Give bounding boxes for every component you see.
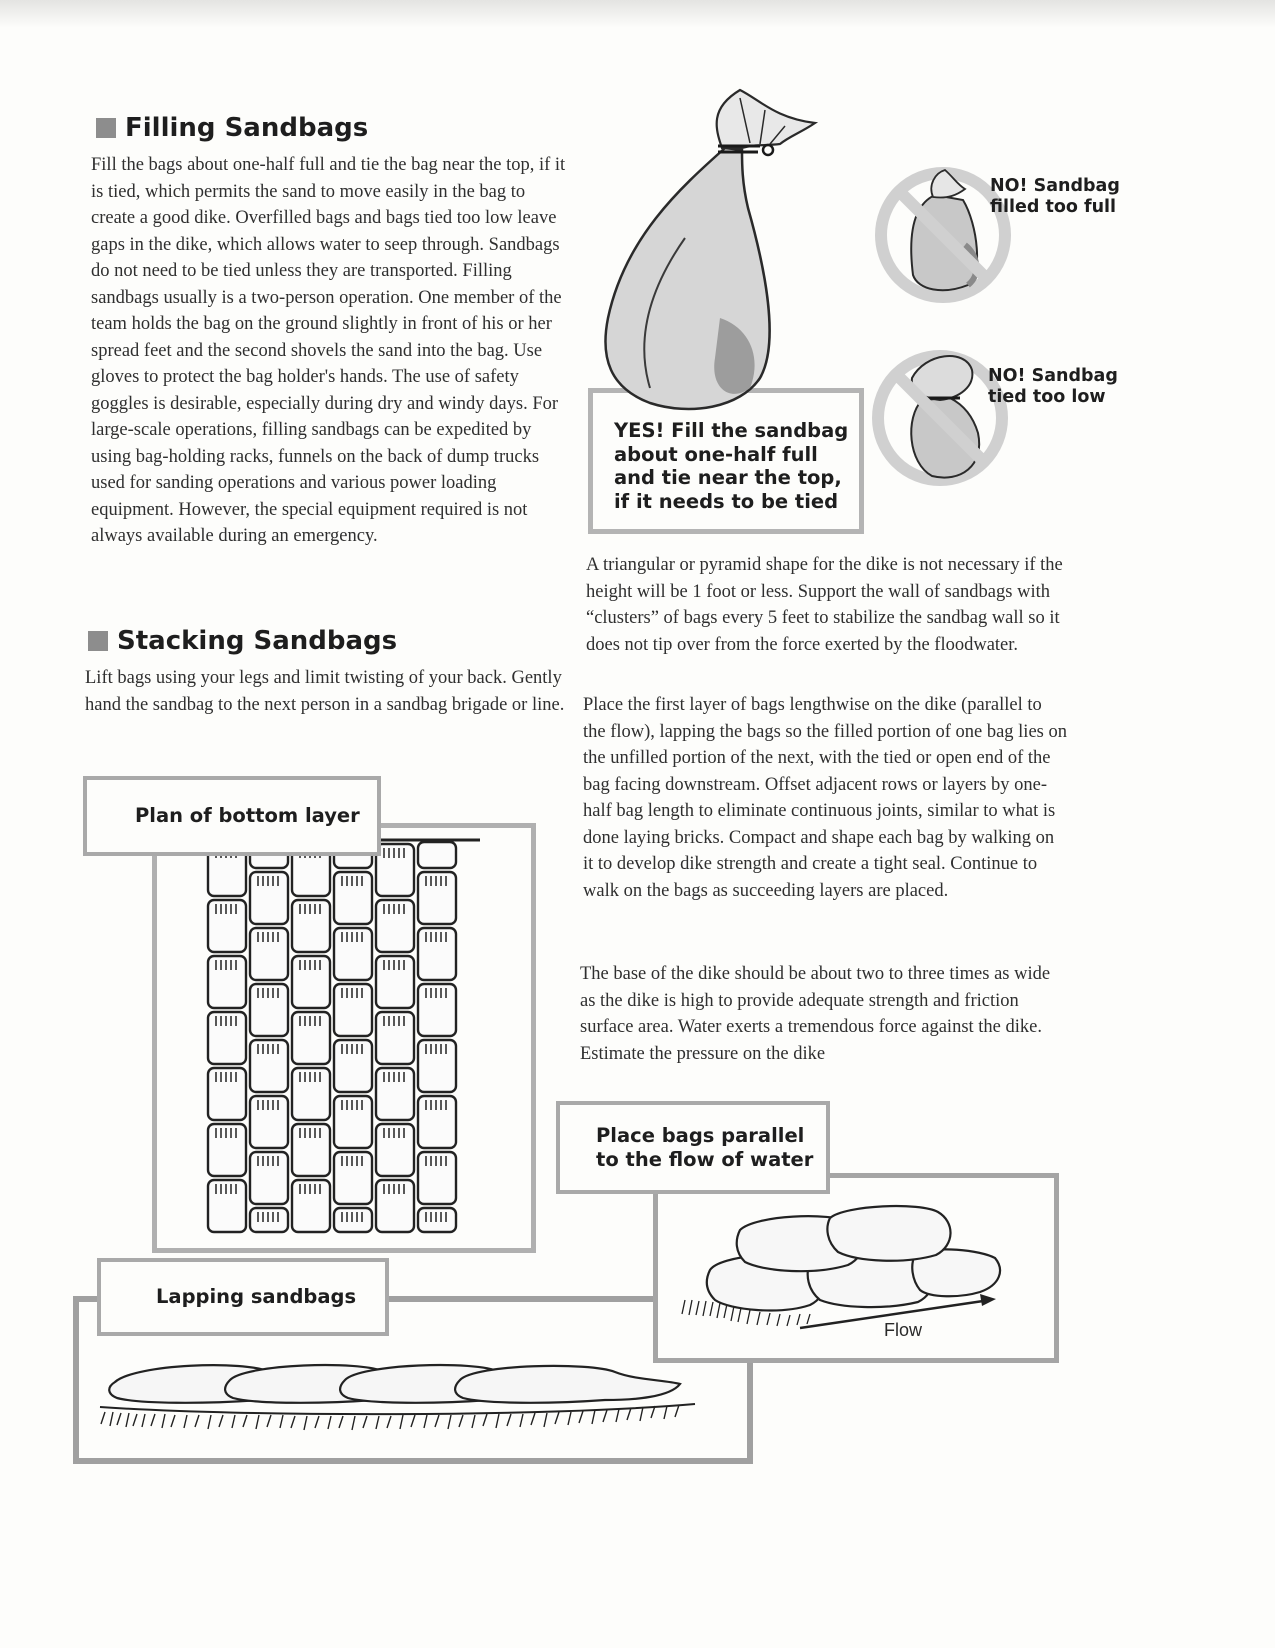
plan-sandbag: [334, 1096, 372, 1148]
plan-sandbag: [250, 984, 288, 1036]
plan-sandbag: [250, 1040, 288, 1092]
plan-sandbag: [334, 1152, 372, 1204]
plan-sandbag: [208, 1012, 246, 1064]
plan-sandbag: [250, 928, 288, 980]
plan-sandbag: [334, 872, 372, 924]
plan-sandbag: [334, 984, 372, 1036]
dike-shape-paragraph: A triangular or pyramid shape for the dike is not necessary if the height will be 1 foot or less. Support the wall of sandbags with “clusters” of bags every 5 feet to stabilize the sandbag wall so it does not tip over from the force exerted by the floodwater.: [586, 555, 1063, 655]
plan-sandbag: [208, 956, 246, 1008]
plan-sandbag: [292, 1124, 330, 1176]
heading-square-icon: [88, 631, 108, 651]
dike-base-paragraph: The base of the dike should be about two to three times as wide as the dike is high to provide adequate strength and friction surface area. Water exerts a tremendous force against the dike. Estimate the pressure on the dike: [580, 964, 1051, 1064]
no-full-caption: NO! Sandbag filled too full: [990, 176, 1120, 217]
stacking-heading: Stacking Sandbags: [88, 626, 397, 656]
plan-sandbag: [208, 1180, 246, 1232]
plan-sandbag: [376, 956, 414, 1008]
lapping-sandbags-illustration: [95, 1352, 695, 1452]
filling-paragraph: Fill the bags about one-half full and tie the bag near the top, if it is tied, which permits the sand to move easily in the bag to create a good dike. Overfilled bags and bags tied too low leave gaps in the dike, which allows water to seep through. Sandbags do not need to be tied unless they are transported. Filling sandbags usually is a two-person operation. One member of the team holds the bag on the ground slightly in front of his or her spread feet and the second shovels the sand into the bag. Use gloves to protect the bag holder's hands. The use of safety goggles is desirable, especially during dry and windy days. For large-scale operations, filling sandbags can be expedited by using bag-holding racks, funnels on the back of dump trucks used for sanding operations and various power loading equipment. However, the special equipment required is not always available during an emergency.: [91, 155, 566, 546]
plan-sandbag: [292, 956, 330, 1008]
filling-heading: Filling Sandbags: [96, 113, 368, 143]
plan-sandbag: [334, 928, 372, 980]
plan-sandbag: [418, 1208, 456, 1232]
page-top-shadow: [0, 0, 1275, 28]
plan-sandbag: [250, 872, 288, 924]
plan-sandbag: [418, 842, 456, 868]
plan-sandbag: [376, 844, 414, 896]
plan-sandbag: [376, 1180, 414, 1232]
lapping-label-box: Lapping sandbags: [97, 1258, 389, 1336]
plan-sandbag: [418, 928, 456, 980]
parallel-bags-illustration: [680, 1200, 1020, 1340]
plan-sandbag: [418, 1152, 456, 1204]
no-low-caption: NO! Sandbag tied too low: [988, 366, 1118, 407]
plan-sandbag: [292, 900, 330, 952]
flow-label: Flow: [884, 1320, 923, 1340]
plan-sandbag: [334, 1208, 372, 1232]
plan-sandbag: [376, 1124, 414, 1176]
parallel-label-box: Place bags parallel to the flow of water: [556, 1101, 830, 1194]
first-layer-paragraph: Place the first layer of bags lengthwise on the dike (parallel to the flow), lapping the bags so the filled portion of one bag lies on the unfilled portion of the next, with the tied or open end of the bag facing downstream. Offset adjacent rows or layers by one-half bag length to eliminate continuous joints, similar to what is done laying bricks. Compact and shape each bag by walking on it to develop dike strength and create a tight seal. Continue to walk on the bags as succeeding layers are placed.: [583, 695, 1067, 901]
plan-sandbag: [292, 1180, 330, 1232]
stacking-paragraph: Lift bags using your legs and limit twisting of your back. Gently hand the sandbag to the next person in a sandbag brigade or line.: [85, 668, 565, 715]
plan-sandbag: [208, 1124, 246, 1176]
yes-caption: YES! Fill the sandbag about one-half full and tie near the top, if it needs to be tied: [614, 419, 849, 513]
yes-sandbag-illustration: [590, 88, 850, 418]
plan-bottom-layer-illustration: [200, 836, 500, 1236]
plan-sandbag: [334, 1040, 372, 1092]
plan-sandbag: [376, 1068, 414, 1120]
plan-sandbag: [376, 900, 414, 952]
plan-sandbag: [208, 1068, 246, 1120]
plan-sandbag: [292, 1012, 330, 1064]
plan-sandbag: [418, 872, 456, 924]
plan-sandbag: [418, 1096, 456, 1148]
plan-sandbag: [292, 1068, 330, 1120]
plan-sandbag: [418, 984, 456, 1036]
heading-square-icon: [96, 118, 116, 138]
plan-sandbag: [418, 1040, 456, 1092]
plan-label-box: Plan of bottom layer: [83, 776, 381, 856]
plan-sandbag: [250, 1208, 288, 1232]
plan-sandbag: [208, 900, 246, 952]
plan-sandbag: [376, 1012, 414, 1064]
plan-sandbag: [250, 1152, 288, 1204]
plan-sandbag: [250, 1096, 288, 1148]
